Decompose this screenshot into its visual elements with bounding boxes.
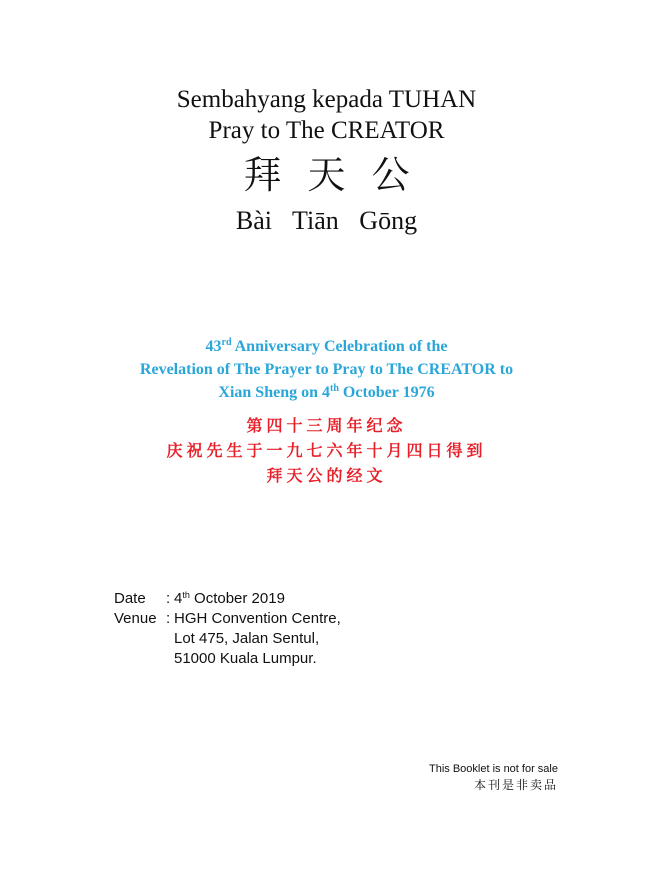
title-english: Pray to The CREATOR	[208, 117, 445, 144]
celebration-date-suffix: th	[330, 383, 339, 394]
venue-row	[114, 609, 341, 629]
title-malay: Sembahyang kepada TUHAN	[176, 86, 477, 113]
celebration-english	[0, 335, 653, 404]
celebration-chinese-line-3: 拜天公的经文	[266, 466, 387, 485]
celebration-ordinal: 43	[205, 338, 222, 355]
date-row	[114, 589, 341, 609]
title-pinyin: Bài Tiān Gōng	[235, 206, 418, 235]
celebration-line-1	[0, 335, 653, 358]
venue-label: Venue	[114, 610, 157, 627]
event-details	[114, 589, 341, 669]
celebration-chinese-line-1: 第四十三周年纪念	[246, 416, 407, 435]
venue-colon: :	[166, 610, 171, 627]
title-block	[0, 84, 653, 238]
venue-line-3: 51000 Kuala Lumpur.	[174, 650, 317, 667]
date-day: 4	[174, 590, 183, 607]
sale-notice-english: This Booklet is not for sale	[428, 763, 558, 775]
celebration-chinese-line-2: 庆祝先生于一九七六年十月四日得到	[166, 441, 487, 460]
celebration-ordinal-suffix: rd	[221, 337, 232, 348]
celebration-line-3	[0, 381, 653, 404]
date-rest: October 2019	[189, 590, 285, 607]
date-value	[174, 589, 285, 609]
venue-line-1: HGH Convention Centre,	[174, 610, 341, 627]
date-colon: :	[166, 590, 171, 607]
date-day-suffix: th	[182, 590, 190, 600]
celebration-line-1-rest: Anniversary Celebration of the	[231, 338, 448, 355]
celebration-line-2: Revelation of The Prayer to Pray to The CREATOR to	[139, 361, 514, 378]
celebration-line-3-rest: October 1976	[338, 384, 435, 401]
date-label: Date	[114, 590, 146, 607]
celebration-chinese	[0, 413, 653, 488]
venue-line-2: Lot 475, Jalan Sentul,	[174, 630, 320, 647]
celebration-line-3-pre: Xian Sheng on 4	[218, 384, 330, 401]
title-chinese: 拜天公	[243, 155, 436, 197]
sale-notice	[429, 762, 558, 794]
sale-notice-chinese: 本刊是非卖品	[473, 778, 558, 792]
